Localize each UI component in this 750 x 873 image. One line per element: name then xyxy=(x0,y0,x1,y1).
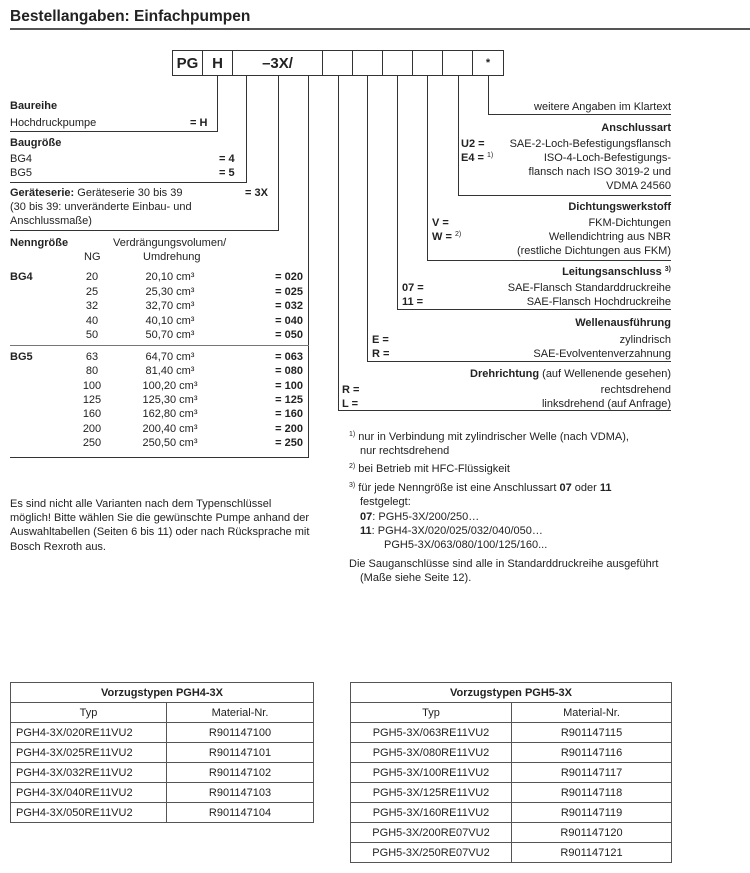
connector-line xyxy=(10,131,218,132)
table-row: PGH4-3X/050RE11VU2 R901147104 xyxy=(11,803,314,823)
baugroesse-heading: Baugröße xyxy=(10,137,62,149)
code-box-8 xyxy=(443,50,473,76)
code-box-4 xyxy=(323,50,353,76)
geraeteserie-line xyxy=(10,186,182,200)
col-vol-header-1: Verdrängungsvolumen/ xyxy=(113,237,227,249)
footnote-1: $^{1)}$ nur in Verbindung mit zylindrischer Welle (nach VDMA), xyxy=(349,431,629,443)
table-row: PGH4-3X/025RE11VU2 R901147101 xyxy=(11,743,314,763)
baureihe-label: Hochdruckpumpe xyxy=(10,117,97,129)
geraeteserie-note-1: (30 bis 39: unveränderte Einbau- und xyxy=(10,201,192,213)
drehrichtung-heading: Drehrichtung (auf Wellenende gesehen) xyxy=(470,368,671,380)
code-box-h: H xyxy=(203,50,233,76)
connector-line xyxy=(278,76,279,231)
connector-line xyxy=(10,182,247,183)
sauganschluss-note: Die Sauganschlüsse sind alle in Standarddruckreihe ausgeführt xyxy=(349,558,659,570)
anschlussart-u2-text: SAE-2-Loch-Befestigungsflansch xyxy=(509,138,671,150)
leitung-heading: Leitungsanschluss $^{3)}$ xyxy=(562,266,671,278)
column-header-typ: Typ xyxy=(351,703,512,723)
code-box-5 xyxy=(353,50,383,76)
table-row: PGH4-3X/040RE11VU2 R901147103 xyxy=(11,783,314,803)
footnote-2: $^{2)}$ bei Betrieb mit HFC-Flüssigkeit xyxy=(349,463,510,475)
baugroesse-bg5: BG5 xyxy=(10,167,33,179)
welle-heading: Wellenausführung xyxy=(575,317,671,329)
code-box-series: –3X/ xyxy=(233,50,323,76)
drehrichtung-l-code: L = xyxy=(342,398,359,410)
table-caption: Vorzugstypen PGH4-3X xyxy=(11,683,314,703)
title-divider xyxy=(10,28,750,30)
welle-r-code: R = xyxy=(372,348,390,360)
geraeteserie-note-2: Anschlussmaße) xyxy=(10,215,92,227)
table-row: PGH5-3X/125RE11VU2 R901147118 xyxy=(351,783,672,803)
table-row: PGH5-3X/080RE11VU2 R901147116 xyxy=(351,743,672,763)
column-header-material: Material-Nr. xyxy=(512,703,672,723)
table-row: PGH4-3X/020RE11VU2 R901147100 xyxy=(11,723,314,743)
code-box-pg: PG xyxy=(172,50,203,76)
dichtung-heading: Dichtungswerkstoff xyxy=(568,201,671,213)
table-row: PGH4-3X/032RE11VU2 R901147102 xyxy=(11,763,314,783)
col-vol-header-2: Umdrehung xyxy=(143,251,201,263)
connector-line xyxy=(10,230,279,231)
baugroesse-bg4-code: = 4 xyxy=(219,153,235,165)
group-label-bg4: BG4 xyxy=(10,271,33,283)
welle-e-code: E = xyxy=(372,334,389,346)
table-row: PGH5-3X/063RE11VU2 R901147115 xyxy=(351,723,672,743)
baugroesse-bg5-code: = 5 xyxy=(219,167,235,179)
table-pgh4 xyxy=(10,682,314,823)
dichtung-w-code-line: W = $^{2)}$ xyxy=(432,231,462,243)
geraeteserie-code: = 3X xyxy=(245,187,268,199)
anschlussart-e4-code-line: E4 = $^{1)}$ xyxy=(461,152,494,164)
page-title: Bestellangaben: Einfachpumpen xyxy=(10,8,251,25)
table-row: PGH5-3X/250RE07VU2 R901147121 xyxy=(351,843,672,863)
connector-line xyxy=(217,76,218,132)
dichtung-v-code: V = xyxy=(432,217,449,229)
nenngroesse-heading: Nenngröße xyxy=(10,237,69,249)
baureihe-code: = H xyxy=(190,117,208,129)
leitung-11-code: 11 = xyxy=(402,296,424,308)
table-row: PGH5-3X/200RE07VU2 R901147120 xyxy=(351,823,672,843)
baureihe-heading: Baureihe xyxy=(10,100,58,112)
table-pgh5 xyxy=(350,682,672,863)
group-label-bg5: BG5 xyxy=(10,351,33,363)
column-header-material: Material-Nr. xyxy=(167,703,314,723)
column-header-typ: Typ xyxy=(11,703,167,723)
table-row: PGH5-3X/100RE11VU2 R901147117 xyxy=(351,763,672,783)
connector-line xyxy=(10,457,309,458)
geraeteserie-heading: Geräteserie: xyxy=(10,187,75,199)
code-box-asterisk: * xyxy=(473,50,504,76)
footnote-3: $^{3)}$ für jede Nenngröße ist eine Anschlussart 07 oder 11 xyxy=(349,482,612,494)
code-box-7 xyxy=(413,50,443,76)
weitere-angaben: weitere Angaben im Klartext xyxy=(534,101,671,113)
connector-line xyxy=(246,76,247,183)
drehrichtung-r-code: R = xyxy=(342,384,360,396)
geraeteserie-text: Geräteserie 30 bis 39 xyxy=(77,187,183,199)
group-divider xyxy=(10,345,309,346)
connector-line xyxy=(308,76,309,458)
baugroesse-bg4: BG4 xyxy=(10,153,33,165)
leitung-07-code: 07 = xyxy=(402,282,424,294)
table-row: PGH5-3X/160RE11VU2 R901147119 xyxy=(351,803,672,823)
anschlussart-u2-code: U2 = xyxy=(461,138,485,150)
anschlussart-heading: Anschlussart xyxy=(601,122,671,134)
table-caption: Vorzugstypen PGH5-3X xyxy=(351,683,672,703)
code-box-6 xyxy=(383,50,413,76)
col-ng-header: NG xyxy=(84,251,101,263)
